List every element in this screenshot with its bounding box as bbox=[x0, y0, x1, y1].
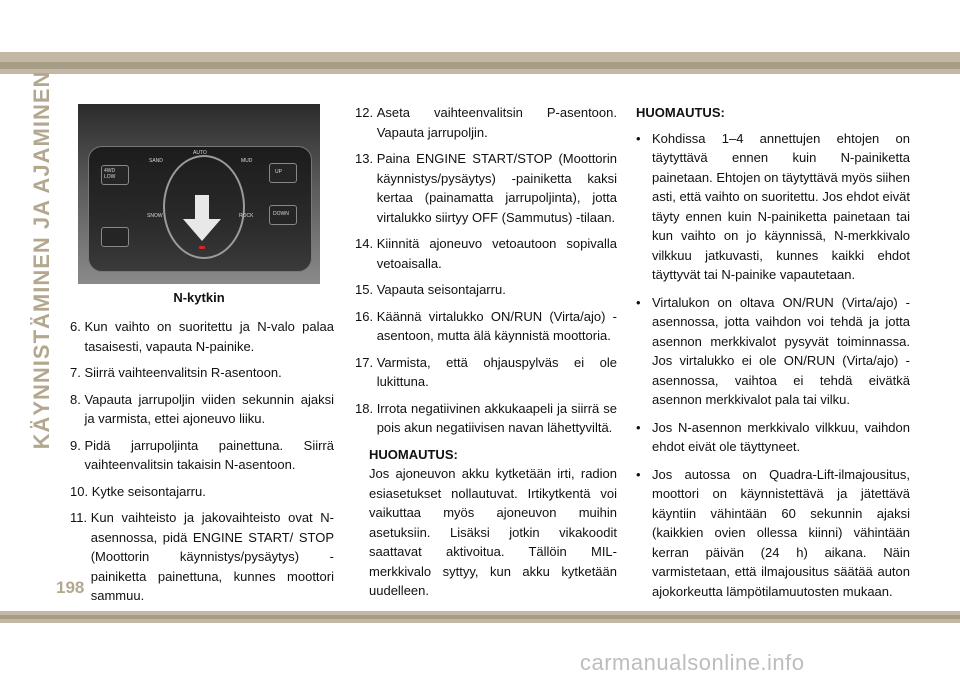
item-number: 13. bbox=[355, 151, 377, 166]
item-number: 9. bbox=[70, 437, 85, 453]
column-3 bbox=[636, 103, 910, 609]
item-text: Irrota negatiivinen akkukaapeli ja siirrä se pois akun negatiivisen navan lähettyviltä. bbox=[376, 400, 617, 435]
list-item bbox=[70, 317, 334, 356]
column-2 bbox=[355, 103, 617, 601]
item-number: 8. bbox=[70, 391, 85, 407]
bullet-text: Jos autossa on Quadra-Lift-ilmajousitus, moottori on käynnistettävä ja jätettävä käyntiin vähintään 60 sekunnin ajaksi (kaikkien ovien ollessa kiinni) vähintään kerran päivän (24 h) aikana. Näin varmistetaan, että ilmajousitus säätää auton ajokorkeutta lämpötilamuutosten mukaan. bbox=[652, 466, 910, 599]
list-item bbox=[70, 508, 334, 606]
note-bullet bbox=[636, 418, 910, 457]
item-text: Siirrä vaihteenvalitsin R-asentoon. bbox=[84, 365, 282, 380]
bullet-text: Jos N-asennon merkkivalo vilkkuu, vaihdon ehdot eivät ole täyttyneet. bbox=[652, 419, 910, 454]
item-text: Kun vaihteisto ja jakovaihteisto ovat N-asennossa, pidä ENGINE START/ STOP (Moottorin käynnistys/pysäytys) -painiketta painettuna, kunnes moottori sammuu. bbox=[90, 510, 334, 603]
item-text: Aseta vaihteenvalitsin P-asentoon. Vapauta jarrupoljin. bbox=[376, 105, 617, 140]
item-number: 17. bbox=[355, 354, 377, 370]
hill-descent-button bbox=[101, 227, 129, 247]
label-down: DOWN bbox=[273, 211, 289, 217]
list-item bbox=[70, 482, 334, 502]
bullet-text: Virtalukon on oltava ON/RUN (Virta/ajo) -asennossa, jotta vaihdon voi tehdä ja jotta asennon merkkivalot pysyvät toiminnassa. Jos virtalukko ei ole ON/RUN (Virta/ajo) -asennossa, vaihtoa ei tehdä eivätkä asennon merkkivalot pala tai vilku. bbox=[652, 294, 910, 407]
page-number: 198 bbox=[56, 578, 85, 597]
item-number: 14. bbox=[355, 236, 377, 251]
item-text: Kun vaihto on suoritettu ja N-valo palaa tasaisesti, vapauta N-painike. bbox=[84, 319, 334, 354]
list-item bbox=[355, 280, 617, 300]
item-number: 15. bbox=[355, 282, 377, 297]
top-decorative-band bbox=[0, 52, 960, 74]
bullet-dot: • bbox=[636, 419, 641, 435]
top-band-stripe bbox=[0, 62, 960, 69]
neutral-arrow-icon bbox=[183, 195, 221, 241]
section-title: KÄYNNISTÄMINEN JA AJAMINEN bbox=[29, 70, 54, 450]
note-heading: HUOMAUTUS: bbox=[636, 105, 725, 120]
bullet-dot: • bbox=[636, 130, 641, 146]
list-item bbox=[355, 103, 617, 142]
item-number: 7. bbox=[70, 365, 85, 380]
list-item bbox=[355, 399, 617, 438]
note-heading: HUOMAUTUS: bbox=[369, 446, 458, 462]
list-item bbox=[355, 307, 617, 346]
item-text: Varmista, että ohjauspylväs ei ole lukittuna. bbox=[376, 354, 617, 389]
item-number: 16. bbox=[355, 308, 377, 324]
label-snow: SNOW bbox=[147, 213, 163, 219]
n-indicator-light bbox=[199, 246, 205, 249]
label-rock: ROCK bbox=[239, 213, 254, 219]
item-text: Käännä virtalukko ON/RUN (Virta/ajo) -asentoon, mutta älä käynnistä moottoria. bbox=[376, 308, 617, 343]
item-number: 6. bbox=[70, 319, 85, 334]
bottom-band-stripe bbox=[0, 615, 960, 619]
item-number: 10. bbox=[70, 483, 92, 499]
item-number: 12. bbox=[355, 105, 377, 120]
label-up: UP bbox=[275, 169, 282, 175]
item-text: Kiinnitä ajoneuvo vetoautoon sopivalla vetoaisalla. bbox=[376, 236, 617, 271]
list-item bbox=[355, 234, 617, 273]
note-bullet bbox=[636, 129, 910, 285]
label-mud: MUD bbox=[241, 158, 253, 164]
item-number: 11. bbox=[70, 510, 91, 525]
label-sand: SAND bbox=[149, 158, 163, 164]
label-auto: AUTO bbox=[193, 150, 207, 156]
item-text: Pidä jarrupoljinta painettuna. Siirrä vaihteenvalitsin takaisin N-asentoon. bbox=[84, 437, 334, 472]
label-4wd-low: 4WD LOW bbox=[104, 168, 116, 180]
n-switch-photo bbox=[78, 104, 320, 284]
note-bullet bbox=[636, 465, 910, 602]
item-text: Kytke seisontajarru. bbox=[91, 483, 206, 499]
note-text: Jos ajoneuvon akku kytketään irti, radion esiasetukset nollautuvat. Irtikytkentä voi vaikuttaa myös ajoneuvon muihin asetuksiin. Lisäksi jotkin vikakoodit saattavat aktivoitua. Tällöin MIL-merkkivalo syttyy, kun akku kytketään uudelleen. bbox=[369, 466, 617, 598]
bottom-decorative-band bbox=[0, 611, 960, 623]
item-text: Vapauta jarrupoljin viiden sekunnin ajaksi ja varmista, ettei ajoneuvo liiku. bbox=[84, 391, 334, 426]
list-item bbox=[70, 390, 334, 429]
watermark: carmanualsonline.info bbox=[580, 650, 805, 675]
up-button bbox=[269, 163, 297, 183]
column-1 bbox=[70, 317, 334, 613]
bullet-text: Kohdissa 1–4 annettujen ehtojen on täytyttävä ennen kuin N-painiketta painetaan. Ehtojen on täytyttävä myös siihen asti, että vaihto on suoritettu. Jos ehdot eivät täyty ennen kuin N-painiketta painetaan tai kun vaihto on jo käynnissä, N-merkkivalo vilkkuu jatkuvasti, kunnes kaikki ehdot täyttyvät tai N-painike vapautetaan. bbox=[652, 130, 910, 282]
item-number: 18. bbox=[355, 400, 377, 416]
figure-caption: N-kytkin bbox=[173, 290, 225, 305]
bullet-dot: • bbox=[636, 294, 641, 310]
item-text: Paina ENGINE START/STOP (Moottorin käynnistys/pysäytys) -painiketta kaksi kertaa (painamatta jarrupoljinta), jotta virtalukko siirtyy OFF (Sammutus) -tilaan. bbox=[376, 151, 617, 225]
selec-terrain-panel bbox=[88, 146, 312, 272]
bullet-dot: • bbox=[636, 466, 641, 482]
item-text: Vapauta seisontajarru. bbox=[376, 282, 506, 297]
list-item bbox=[70, 436, 334, 475]
list-item bbox=[70, 363, 334, 383]
note-bullet bbox=[636, 293, 910, 410]
list-item bbox=[355, 149, 617, 227]
list-item bbox=[355, 353, 617, 392]
